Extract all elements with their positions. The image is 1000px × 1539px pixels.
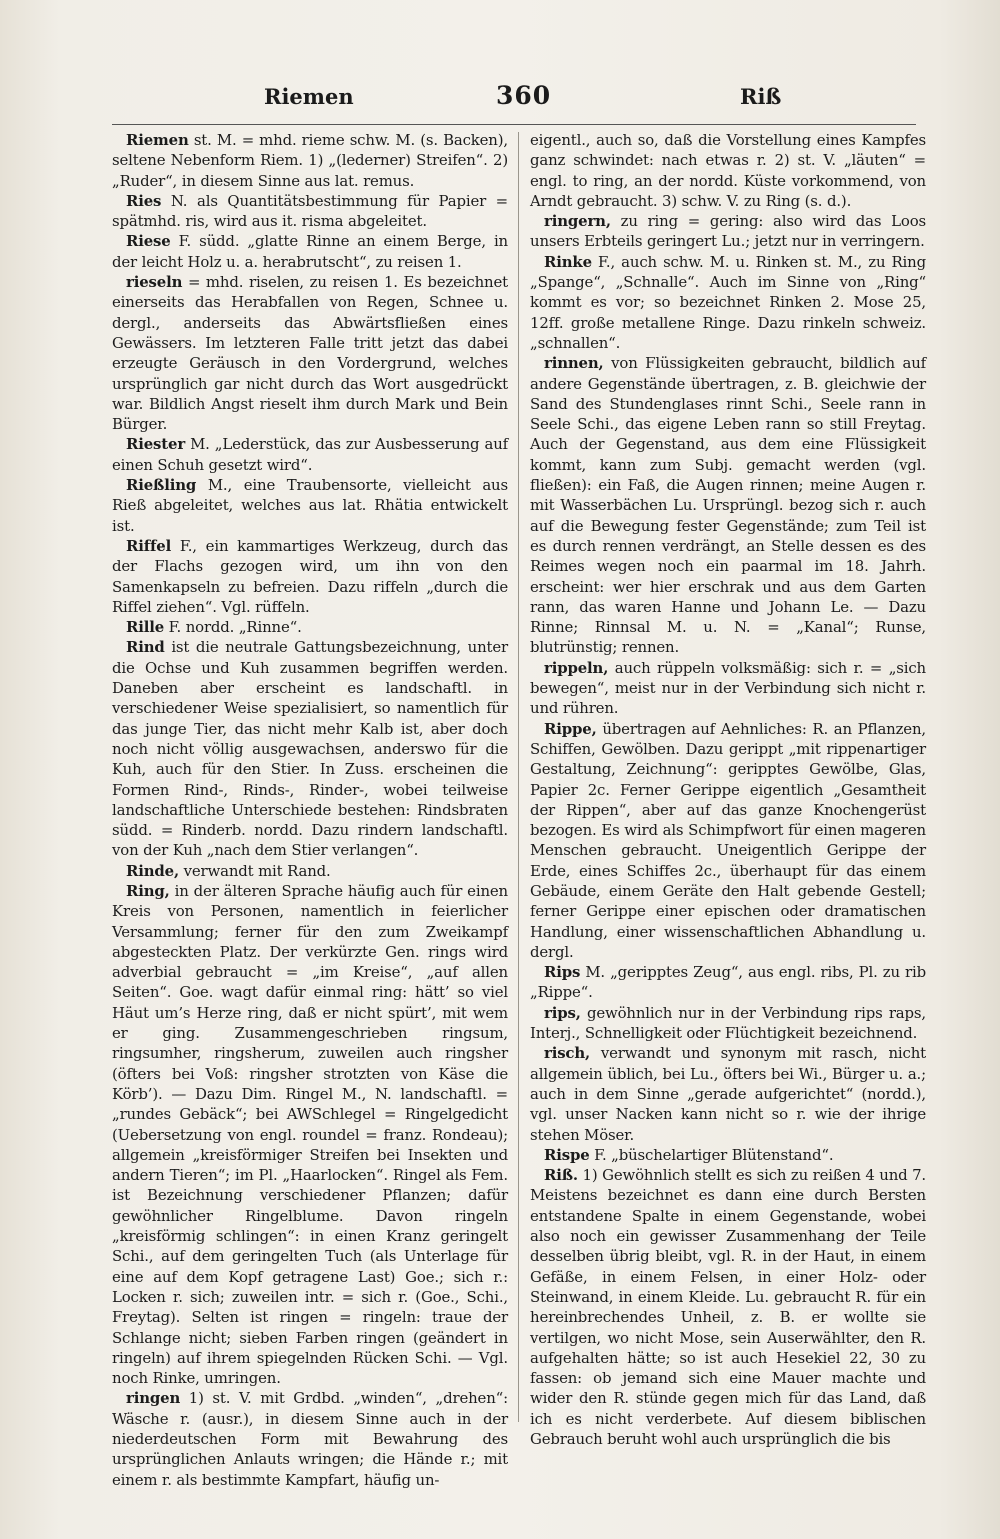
dictionary-entry — [530, 252, 926, 353]
dictionary-entry — [112, 637, 508, 860]
entry-headword: Rind — [126, 638, 165, 657]
dictionary-entry — [530, 130, 926, 211]
entry-headword: rippeln, — [544, 658, 609, 677]
column-divider — [518, 132, 519, 1422]
dictionary-entry — [530, 353, 926, 657]
right-column — [530, 130, 926, 1449]
dictionary-entry — [530, 658, 926, 719]
entry-definition: von Flüssigkeiten gebraucht, bildlich auf andere Gegenstände übertragen, z. B. gleichwie der Sand des Stundenglases rinnt Schi., Seele rann in Seele Schi., das eigene Leben rann so still Freytag. Auch der Gegenstand, aus dem eine Flüssigkeit kommt, kann zum Subj. gemacht werden (vgl. fließen): ein Faß, die Augen rinnen; meine Augen r. mit Wasserbächen Lu. Ursprüngl. bezog sich r. auch auf die Bewegung fester Gegenstände; zum Teil ist es durch rennen verdrängt, an Stelle dessen es des Reimes wegen noch ein paarmal im 18. Jahrh. erscheint: wer hier erschrak und aus dem Garten rann, das waren Hanne und Johann Le. — Dazu Rinne; Rinnsal M. u. N. = „Kanal“; Runse, blutrünstig; rennen. — [530, 354, 926, 657]
entry-definition: M. „Lederstück, das zur Ausbesserung auf einen Schuh gesetzt wird“. — [112, 435, 508, 474]
dictionary-entry — [530, 211, 926, 252]
entry-headword: Riffel — [126, 536, 172, 555]
entry-definition: st. M. = mhd. rieme schw. M. (s. Backen), seltene Nebenform Riem. 1) „(lederner) Streifen“. 2) „Ruder“, in diesem Sinne aus lat. remus. — [112, 131, 508, 190]
dictionary-entry — [112, 231, 508, 272]
entry-headword: rinnen, — [544, 354, 604, 373]
entry-headword: Riemen — [126, 131, 189, 149]
entry-definition: F. südd. „glatte Rinne an einem Berge, in der leicht Holz u. a. herabrutscht“, zu reisen 1. — [112, 232, 508, 271]
entry-headword: risch, — [544, 1044, 591, 1063]
dictionary-entry — [112, 536, 508, 617]
entry-headword: Riester — [126, 435, 186, 454]
entry-headword: Rispe — [544, 1145, 590, 1164]
entry-definition: 1) st. V. mit Grdbd. „winden“, „drehen“: Wäsche r. (ausr.), in diesem Sinne auch in der niederdeutschen Form mit Bewahrung des ursprünglichen Anlauts wringen; die Hände r.; mit einem r. als bestimmte Kampfart, häufig un- — [112, 1389, 508, 1489]
entry-definition: M., eine Traubensorte, vielleicht aus Rieß abgeleitet, welches aus lat. Rhätia entwickelt ist. — [112, 476, 508, 535]
left-column — [112, 130, 508, 1490]
entry-headword: Rille — [126, 618, 165, 637]
dictionary-entry — [112, 881, 508, 1388]
entry-headword: Rips — [544, 963, 581, 982]
entry-definition: verwandt und synonym mit rasch, nicht allgemein üblich, bei Lu., öfters bei Wi., Bürger u. a.; auch in dem Sinne „gerade aufgerichtet“ (nordd.), vgl. unser Nacken kann nicht so r. wie der ihrige stehen Möser. — [530, 1044, 926, 1144]
entry-headword: Riese — [126, 232, 171, 251]
dictionary-entry — [112, 617, 508, 637]
entry-definition: F. nordd. „Rinne“. — [164, 618, 302, 637]
entry-headword: Rießling — [126, 476, 197, 495]
entry-headword: Rinke — [544, 252, 592, 271]
entry-definition: zu ring = gering: also wird das Loos unsers Erbteils geringert Lu.; jetzt nur in verringern. — [530, 212, 926, 251]
dictionary-entry — [530, 1043, 926, 1144]
header-left-guide-word: Riemen — [264, 84, 354, 109]
entry-headword: Rippe, — [544, 719, 597, 738]
entry-definition: F., auch schw. M. u. Rinken st. M., zu Ring „Spange“, „Schnalle“. Auch im Sinne von „Ring“ kommt es vor; so bezeichnet Rinken 2. Mose 25, 12ff. große metallene Ringe. Dazu rinkeln schweiz. „schnallen“. — [530, 252, 926, 352]
entry-headword: Riß. — [544, 1166, 578, 1185]
entry-definition: übertragen auf Aehnliches: R. an Pflanzen, Schiffen, Gewölben. Dazu gerippt „mit rippenartiger Gestaltung, Zeichnung“: geripptes Gewölbe, Glas, Papier 2c. Ferner Gerippe eigentlich „Gesamtheit der Rippen“, aber auf das ganze Knochengerüst bezogen. Es wird als Schimpfwort für einen mageren Menschen gebraucht. Uneigentlich Gerippe der Erde, eines Schiffes 2c., überhaupt für das einem Gebäude, einem Geräte den Halt gebende Gestell; ferner Gerippe einer epischen oder dramatischen Handlung, einer wissenschaftlichen Abhandlung u. dergl. — [530, 719, 926, 961]
entry-headword: rieseln — [126, 273, 183, 292]
entry-definition: in der älteren Sprache häufig auch für einen Kreis von Personen, namentlich in feierlicher Versammlung; ferner für den zum Zweikampf abgesteckten Platz. Der verkürzte Gen. rings wird adverbial gebraucht = „im Kreise“, „auf allen Seiten“. Goe. wagt dafür einmal ring: hätt’ so viel Häut um’s Herze ring, daß er nicht spürt’, mit wem er ging. Zusammengeschrieben ringsum, ringsumher, ringsherum, zuweilen auch ringsher (öfters bei Voß: ringsher strotzten von Käse die Körb’). — Dazu Dim. Ringel M., N. landschaftl. = „rundes Gebäck“; bei AWSchlegel = Ringelgedicht (Uebersetzung von engl. roundel = franz. Rondeau); allgemein „kreisförmiger Streifen bei Insekten und andern Tieren“; im Pl. „Haarlocken“. Ringel als Fem. ist Bezeichnung verschiedener Pflanzen; dafür gewöhnlicher Ringelblume. Davon ringeln „kreisförmig schlingen“: in einen Kranz geringelt Schi., auf dem geringelten Tuch (als Unterlage für eine auf dem Kopf getragene Last) Goe.; sich r.: Locken r. sich; zuweilen intr. = sich r. (Goe., Schi., Freytag). Selten ist ringen = ringeln: traue der Schlange nicht; sieben Farben ringen (geändert in ringeln) auf ihrem spiegelnden Rücken Schi. — Vgl. noch Rinke, umringen. — [112, 881, 508, 1388]
entry-headword: Ries — [126, 191, 162, 210]
dictionary-entry — [112, 861, 508, 881]
entry-definition: M. „geripptes Zeug“, aus engl. ribs, Pl. zu rib „Rippe“. — [530, 963, 926, 1002]
entry-definition: ist die neutrale Gattungsbezeichnung, unter die Ochse und Kuh zusammen begriffen werden. Daneben aber erscheint es landschaftl. in verschiedener Weise spezialisiert, so namentlich für das junge Tier, das nicht mehr Kalb ist, aber doch noch nicht völlig ausgewachsen, anderswo für die Kuh, auch für den Stier. In Zuss. erscheinen die Formen Rind-, Rinds-, Rinder-, wobei teilweise landschaftliche Unterschiede bestehen: Rindsbraten südd. = Rinderb. nordd. Dazu rindern landschaftl. von der Kuh „nach dem Stier verlangen“. — [112, 638, 508, 860]
header-right-guide-word: Riß — [740, 84, 782, 109]
dictionary-entry — [112, 272, 508, 434]
entry-headword: ringern, — [544, 212, 611, 231]
entry-definition: verwandt mit Rand. — [179, 861, 331, 880]
dictionary-entry — [112, 191, 508, 232]
header-rule — [112, 124, 916, 125]
dictionary-entry — [112, 475, 508, 536]
dictionary-entry — [530, 962, 926, 1003]
page-header — [112, 81, 912, 118]
dictionary-entry — [112, 130, 508, 191]
dictionary-entry — [530, 1165, 926, 1449]
entry-headword: Ring, — [126, 881, 170, 900]
dictionary-entry — [112, 434, 508, 475]
dictionary-entry — [112, 1388, 508, 1489]
entry-definition: gewöhnlich nur in der Verbindung rips raps, Interj., Schnelligkeit oder Flüchtigkeit bezeichnend. — [530, 1003, 926, 1043]
page-number: 360 — [496, 81, 552, 110]
entry-headword: ringen — [126, 1389, 181, 1408]
dictionary-entry — [530, 1145, 926, 1165]
entry-definition: F. „büschelartiger Blütenstand“. — [589, 1145, 834, 1164]
entry-definition: F., ein kammartiges Werkzeug, durch das der Flachs gezogen wird, um ihn von den Samenkapseln zu befreien. Dazu riffeln „durch die Riffel ziehen“. Vgl. rüffeln. — [112, 536, 508, 616]
entry-definition: auch rüppeln volksmäßig: sich r. = „sich bewegen“, meist nur in der Verbindung sich nicht r. und rühren. — [530, 658, 926, 718]
dictionary-entry — [530, 719, 926, 963]
entry-definition: eigentl., auch so, daß die Vorstellung eines Kampfes ganz schwindet: nach etwas r. 2) st. V. „läuten“ = engl. to ring, an der nordd. Küste vorkommend, von Arndt gebraucht. 3) schw. V. zu Ring (s. d.). — [530, 131, 926, 210]
entry-headword: rips, — [544, 1003, 581, 1022]
entry-definition: = mhd. riselen, zu reisen 1. Es bezeichnet einerseits das Herabfallen von Regen, Schnee u. dergl., anderseits das Abwärtsfließen eines Gewässers. Im letzteren Falle tritt jetzt das dabei erzeugte Geräusch in den Vordergrund, welches ursprünglich gar nicht durch das Wort ausgedrückt war. Bildlich Angst rieselt ihm durch Mark und Bein Bürger. — [112, 273, 508, 434]
entry-headword: Rinde, — [126, 861, 180, 880]
dictionary-entry — [530, 1003, 926, 1044]
entry-definition: 1) Gewöhnlich stellt es sich zu reißen 4 und 7. Meistens bezeichnet es dann eine durch Bersten entstandene Spalte in einem Gegenstande, wobei also noch ein gewisser Zusammenhang der Teile desselben übrig bleibt, vgl. R. in der Haut, in einem Gefäße, in einem Felsen, in einer Holz- oder Steinwand, in einem Kleide. Lu. gebraucht R. für ein hereinbrechendes Unheil, z. B. er wollte sie vertilgen, wo nicht Mose, sein Auserwählter, den R. aufgehalten hätte; so ist auch Hesekiel 22, 30 zu fassen: ob jemand sich eine Mauer machte und wider den R. stünde gegen mich für das Land, daß ich es nicht verderbete. Auf diesem biblischen Gebrauch beruht wohl auch ursprünglich die bis — [530, 1166, 927, 1448]
entry-definition: N. als Quantitätsbestimmung für Papier = spätmhd. ris, wird aus it. risma abgeleitet. — [112, 191, 508, 231]
